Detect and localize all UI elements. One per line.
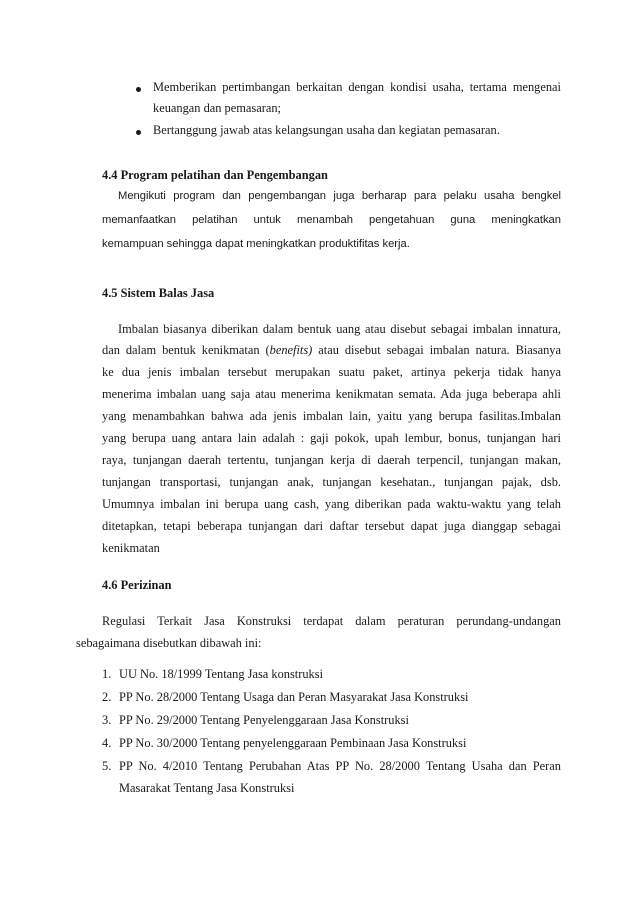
paragraph-line: kemampuan sehingga dapat meningkatkan produktifitas kerja. bbox=[102, 238, 410, 250]
list-number: 4. bbox=[102, 736, 112, 750]
list-number: 5. bbox=[102, 759, 112, 773]
paragraph-line: menerima imbalan uang saja atau menerima kenikmatan semata. Ada juga beberapa ahli bbox=[102, 387, 561, 401]
paragraph-line: Imbalan biasanya diberikan dalam bentuk uang atau disebut sebagai imbalan innatura, bbox=[118, 322, 561, 336]
text-span: dan dalam bentuk kenikmatan ( bbox=[102, 343, 270, 357]
list-item-text: Masarakat Tentang Jasa Konstruksi bbox=[119, 781, 295, 795]
text-span: atau disebut sebagai imbalan natura. Biasanya bbox=[312, 343, 561, 357]
list-item-text: PP No. 29/2000 Tentang Penyelenggaraan Jasa Konstruksi bbox=[119, 713, 409, 727]
paragraph-line: memanfaatkan pelatihan untuk menambah pengetahuan guna meningkatkan bbox=[102, 214, 561, 226]
list-item bbox=[102, 713, 111, 728]
list-item-text: PP No. 28/2000 Tentang Usaga dan Peran Masyarakat Jasa Konstruksi bbox=[119, 690, 469, 704]
list-item bbox=[102, 736, 111, 751]
paragraph-line bbox=[102, 343, 561, 358]
bullet-item-text: Memberikan pertimbangan berkaitan dengan kondisi usaha, tertama mengenai bbox=[153, 80, 561, 94]
italic-term: benefits) bbox=[269, 343, 313, 357]
list-item-text: PP No. 4/2010 Tentang Perubahan Atas PP No. 28/2000 Tentang Usaha dan Peran bbox=[119, 759, 561, 773]
list-item-text: UU No. 18/1999 Tentang Jasa konstruksi bbox=[119, 667, 324, 681]
bullet-item-text: keuangan dan pemasaran; bbox=[153, 101, 281, 115]
section-heading-4-6: 4.6 Perizinan bbox=[102, 578, 172, 592]
list-item bbox=[102, 759, 111, 774]
section-heading-4-5: 4.5 Sistem Balas Jasa bbox=[102, 286, 215, 300]
list-item-text: PP No. 30/2000 Tentang penyelenggaraan Pembinaan Jasa Konstruksi bbox=[119, 736, 467, 750]
paragraph-line: yang menambahkan bahwa ada jenis imbalan lain, yaitu yang berupa fasilitas.Imbalan bbox=[102, 409, 561, 423]
list-item bbox=[102, 667, 111, 682]
paragraph-line: yang berupa uang antara lain adalah : gaji pokok, upah lembur, bonus, tunjangan hari bbox=[102, 431, 561, 445]
list-number: 1. bbox=[102, 667, 112, 681]
list-item bbox=[102, 690, 111, 705]
list-number: 3. bbox=[102, 713, 112, 727]
paragraph-line: ditetapkan, tetapi beberapa tunjangan dari daftar tersebut dapat juga dianggap sebagai bbox=[102, 519, 561, 533]
list-number: 2. bbox=[102, 690, 112, 704]
paragraph-line: raya, tunjangan daerah tertentu, tunjangan kerja di daerah terpencil, tunjangan makan, bbox=[102, 453, 561, 467]
bullet-item-text: Bertanggung jawab atas kelangsungan usaha dan kegiatan pemasaran. bbox=[153, 123, 500, 137]
paragraph-line: Mengikuti program dan pengembangan juga berharap para pelaku usaha bengkel bbox=[118, 190, 561, 202]
bullet-dot bbox=[136, 130, 141, 135]
paragraph-line: ke dua jenis imbalan tersebut merupakan suatu paket, artinya pekerja tidak hanya bbox=[102, 365, 561, 379]
paragraph-line: Umumnya imbalan ini berupa uang cash, yang diberikan pada waktu-waktu yang telah bbox=[102, 497, 561, 511]
paragraph-line: sebagaimana disebutkan dibawah ini: bbox=[76, 636, 262, 650]
bullet-dot bbox=[136, 87, 141, 92]
paragraph-line: Regulasi Terkait Jasa Konstruksi terdapat dalam peraturan perundang-undangan bbox=[102, 614, 561, 628]
paragraph-line: kenikmatan bbox=[102, 541, 160, 555]
section-heading-4-4: 4.4 Program pelatihan dan Pengembangan bbox=[102, 168, 328, 182]
paragraph-line: tunjangan transportasi, tunjangan anak, tunjangan kesehatan., tunjangan pajak, dsb. bbox=[102, 475, 561, 489]
